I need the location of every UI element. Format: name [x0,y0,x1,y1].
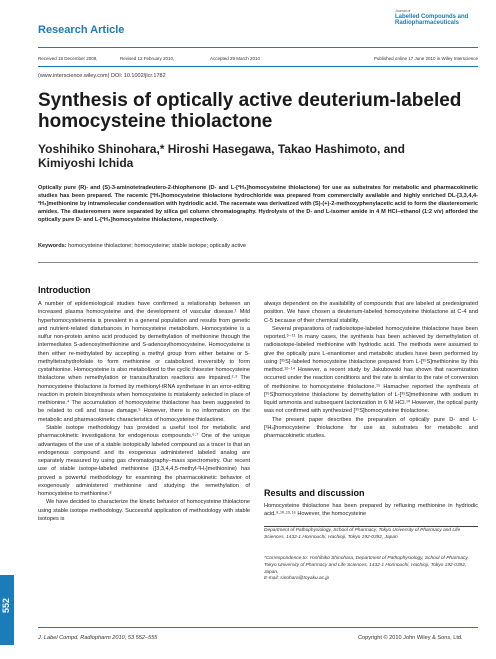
header-rule [38,47,478,48]
date-revised: Revised 12 February 2010, [120,56,175,61]
email-text: E-mail: sinohara@toyaku.ac.jp [264,576,330,582]
intro-paragraph: Several preparations of radioisotope-labeled homocysteine thiolactone have been reported.⁹⁻¹¹ In many cases, the synthesis has been achieved by demethylation of radioisotope-labeled methionine with hydriodic acid. The methods were assumed to give the optically pure L-enantiomer and metabolic studies have been performed by using [³⁵S]-labeled homocysteine thiolactone prepared from L-[³⁵S]methionine by this method.¹²⁻¹⁴ However, a recent study by Jakubowski has shown that racemization occurred under the reaction conditions and the rate is similar to the rate of conversion of methionine to homocysteine thiolactone.¹⁵ Hamacher reported the synthesis of [³⁵S]homocysteine thiolactone by demethylation of L-[³⁵S]methionine with sodium in liquid ammonia and subsequent lactonization in 6 M HCl.¹⁰ However, the optical purity was not confirmed with synthesized [³⁵S]homocysteine thiolactone. [264,325,478,415]
date-received: Received 18 December 2009, [38,56,98,61]
results-paragraph: Homocysteine thiolactone has been prepared by refluxing methionine in hydriodic acid.⁹·¹⁰·¹³·¹⁶ However, the homocysteine [264,503,478,518]
intro-paragraph: always dependent on the availability of compounds that are labeled at predesignated position. We have chosen a deuterium-labeled homocysteine thiolactone at C-4 and C-5 because of their chemical stability. [264,301,478,324]
page-number: 552 [1,598,11,614]
journal-small: Journal of [395,9,411,13]
date-published: Published online 17 June 2010 in Wiley Interscience [373,56,478,61]
doi-line: (www.interscience.wiley.com) DOI: 10.1002/jlcr.1782 [38,73,166,79]
abstract: Optically pure (R)- and (S)-3-aminotetradeutero-2-thiophenone (D- and L-[²H₄]homocysteine thiolactone) for use as substrates for metabolic and pharmacokinetic studies has been prepared. The racemic [²H₄]homocysteine thiolactone hydrochloride was prepared from commercially available and highly enriched DL-[3,3,4,4-²H₄]methionine by intramolecular condensation with hydriodic acid. The racemate was derivatized with (S)-(+)-2-methoxyphenylacetic acid to form the diastereomeric amides. The diastereomers were separated by silica gel column chromatography. Hydrolysis of the D- and L-isomer amide in 4 M HCl–ethanol (1:2 v/v) afforded the optically pure D- and L-[²H₄]homocysteine thiolactone, respectively. [38,185,478,223]
results-heading: Results and discussion [264,488,365,498]
affiliation-footnote: Department of Pathophysiology, School of Pharmacy, Tokyo University of Pharmacy and Life Sciences, 1432-1 Horinouchi, Hachioji, Tokyo 192-0392, Japan [264,528,461,540]
footer-rule [38,627,478,628]
dates-row [38,56,478,61]
column-right [264,300,478,441]
keywords [38,243,478,249]
journal-logo [395,10,475,27]
intro-paragraph: The present paper describes the preparation of optically pure D- and L-[²H₄]homocysteine thiolactone for use as substrates for metabolic and pharmacokinetic studies. [264,416,478,440]
section-label: Research Article [38,24,125,36]
dates-rule [38,66,478,67]
correspondence-footnote [264,556,478,583]
intro-paragraph: We have decided to characterize the kinetic behavior of homocysteine thiolactone using stable isotope methodology. Successful application of methodology with stable isotopes is [38,499,250,522]
journal-name: Labelled Compounds and Radiopharmaceuticals [395,13,469,27]
keywords-label: Keywords: [38,243,67,249]
keywords-text: homocysteine thiolactone; homocysteine; stable isotope; optically active [68,243,247,249]
footnote-rule [264,526,478,527]
article-title: Synthesis of optically active deuterium-labeled homocysteine thiolactone [38,90,462,132]
intro-heading: Introduction [38,285,91,295]
intro-paragraph: Stable isotope methodology has provided a useful tool for metabolic and pharmacokinetic investigations for endogenous compounds.⁶·⁷ One of the unique advantages of the use of a stable isotopically labeled compound as a tracer is that an endogenous compound and its exogenous administered labeled analog are separately measured by using gas chromatography–mass spectrometry. Our recent use of stable isotope-labeled methionine ([3,3,4,4,5-methyl-²H₇]methionine) has proved a powerful methodology for examining the pharmacokinetic behavior of exogenously administered methionine and studying the remethylation of homocysteine to methionine.⁸ [38,424,250,498]
footer-citation: J. Label Compd. Radiopharm 2010, 53 552–555 [38,635,158,641]
footer-copyright: Copyright © 2010 John Wiley & Sons, Ltd. [358,635,463,641]
authors: Yoshihiko Shinohara,* Hiroshi Hasegawa, Takao Hashimoto, and Kimiyoshi Ichida [38,142,405,171]
date-accepted: Accepted 29 March 2010 [210,56,261,61]
intro-paragraph: A number of epidemiological studies have confirmed a relationship between an increased plasma homocysteine and the development of vascular disease.¹ Mild hyperhomocysteinemia is prevalent in a general population and results from genetic and nutrient-related disturbances in homocysteine metabolism. Homocysteine is a sulfur non-protein amino acid produced by demethylation of methionine through the intermediates S-adenosylmethionine and S-adenosylhomocysteine. Homocysteine is then either re-methylated by accepting a methyl group from either betaine or 5-methyltetrahydrofolate to form methionine or catabolized irreversibly to form cystathionine. Homocysteine is also metabolized to the cyclic thioester homocysteine thiolactone when remethylation or transsulfuration reactions are impaired.²·³ The homocysteine thiolactone is formed by methionyl-tRNA synthetase in an error-editing reaction in protein biosynthesis when homocysteine is mistakenly selected in place of methionine.⁴ The accumulation of homocysteine thiolactone has been suggested to be related to cell and tissue damage.⁵ However, there is no information on the metabolic and pharmacokinetic characteristics of homocysteine thiolactone. [38,301,250,423]
column-left [38,300,250,523]
keywords-rule [38,262,478,263]
correspondence-text: *Correspondence to: Yoshihiko Shinohara, Department of Pathophysiology, School of Pharmacy, Tokyo University of Pharmacy and Life Sciences, 1432-1 Horinouchi, Hachioji, Tokyo 192-0392, Japan. [264,556,469,575]
